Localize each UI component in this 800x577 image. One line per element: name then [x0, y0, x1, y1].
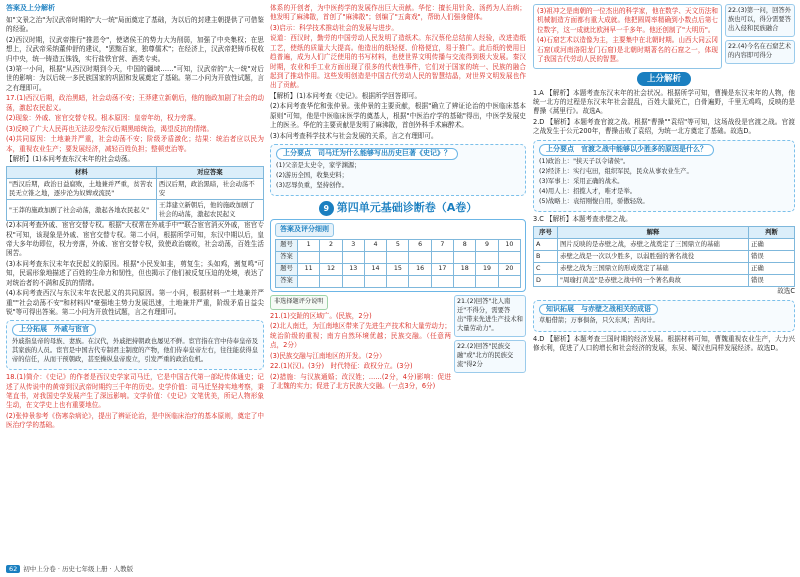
grid-cell: 答案 [276, 252, 298, 264]
table-cell: "西汉后期，政治日益腐败，土地兼并严重，贫苦农民无立锥之地，逐步沦为奴婢或流民" [7, 178, 157, 199]
tip-text: 外戚指皇帝的母族、妻族。在汉代，外戚把持朝政也屡见不鲜。宦官指在宫中侍奉皇帝及其家族的人员。宦官是中国古代专制君主制度的产物，他们侍奉皇帝左右，往往能获得皇帝的信任，从而干预朝政，甚至操纵皇帝废立，引发严重的政治危机。 [12, 338, 258, 364]
answer-grid [275, 239, 521, 288]
tip-item: (3)忍辱负重，坚持创作。 [276, 182, 348, 190]
grid-cell: 3 [342, 240, 364, 252]
grid-cell: 17 [431, 264, 453, 276]
table-cell: 正确 [749, 262, 795, 274]
tip-item: (2)游历全国，收集史料； [276, 172, 348, 180]
table-cell: A [534, 238, 558, 250]
table-row [7, 178, 264, 199]
unit-title [270, 200, 526, 216]
tip-item: (5)战略上：袁绍刚愎自用，骄傲轻敌。 [539, 198, 649, 206]
paragraph: 说道：西汉时，勤劳的中国劳动人民发明了造纸术。东汉蔡伦总结前人经验，改进造纸工艺，使纸的质量大大提高。他造出的纸轻便、价格便宜，易于推广。此后纸的使用日趋普遍，成为人们广泛使用的书写材料，也使世界文明传播与交流得到极大发展。秦汉时期，农业和手工业方面出现了很多的代表性事件，它们对于国家的统一、民族的融合起到了推动作用。这些发明创造是中国古代劳动人民的智慧结晶，对世界文明发展也作出了贡献。 [270, 34, 526, 90]
answer-grid-box [270, 219, 526, 292]
tip-title: 上分要点 司马迁为什么能够写出历史巨著《史记》？ [276, 148, 458, 160]
table-cell: B [534, 250, 558, 262]
analysis-3: 3.C 【解析】本题考查赤壁之战。 [533, 215, 632, 224]
paragraph: 体系的开创者，为中医药学的发展作出巨大贡献。华佗：擅长用针灸、汤药为人治病；他发明了麻沸散，首创了"麻沸散"；创编了"五禽戏"，帮助人们强身健体。 [270, 4, 526, 22]
answer-22-1: 22.(1)(汉)。(3分) 时代特征：政权分立。(3分) [270, 362, 413, 371]
top-area [533, 4, 795, 69]
paragraph: (3)本问考查科学技术与社会发展的关系，言之有理即可。 [270, 131, 438, 140]
grid-cell: 6 [409, 240, 431, 252]
table-header: 对应答案 [156, 166, 263, 178]
table-cell: 西汉后期，政治黑暗，社会动荡不安 [156, 178, 263, 199]
grid-cell: 15 [387, 264, 409, 276]
grid-cell: 11 [298, 264, 320, 276]
scoring-label: 非选择题评分说明 [270, 295, 328, 310]
analysis-4: 4.D 【解析】本题考查三国时期的经济发展。根据材料可知，曹魏重视农业生产，大力兴修水利，促进了人口的增长和社会经济的发展，东吴、蜀汉也同样发展经济。故选D。 [533, 334, 795, 352]
grid-cell: 18 [454, 264, 476, 276]
table-row [534, 262, 795, 274]
scoring-note: 22.(4)今名在石窟艺术的内容即可得分 [725, 40, 795, 64]
answer-21-1: 21.(1)交趾的区域广。(民族，2分) [270, 311, 372, 320]
tip-box [6, 320, 264, 370]
answer-17-4: (4)共同原因：土地兼并严重，社会动荡不安；阶级矛盾激化；结果：统治者应以民为本，重视农业生产；要发展经济，减轻百姓负担；整顿吏治等。 [6, 135, 264, 153]
table-row [7, 200, 264, 221]
tip-box [533, 300, 795, 332]
table-header: 序号 [534, 226, 558, 238]
table-cell: 赤壁之战是一次以少胜多，以弱胜强的著名战役 [558, 250, 749, 262]
tip-title: 上分要点 官渡之战中能够以少胜多的原因是什么？ [539, 144, 714, 156]
answer-17-2: (2)现象：外戚、宦官交替专权。根本原因：皇帝年幼，权力旁落。 [6, 114, 200, 123]
grid-cell: 5 [387, 240, 409, 252]
analysis-note: 【解析】(1)本问考查东汉末年的社会动荡。 [6, 155, 135, 164]
grid-cell: 4 [364, 240, 386, 252]
table-cell: 正确 [749, 238, 795, 250]
grid-cell: 2 [320, 240, 342, 252]
table-row [534, 238, 795, 250]
answer-22-2: (2)措施：与汉族通婚；改汉姓；……(2分，4分)影响：促进了北魏的实力；促进了北方民族大交融。(一点3分，6分) [270, 372, 451, 391]
answer-18-1: 18.(1)简介：《史记》的作者是西汉史学家司马迁，它是中国古代第一部纪传体通史；记述了从传说中的黄帝到汉武帝时期约三千年的历史。史学价值：司马迁坚持实地考察，秉笔直书，对我国史学发展产生了深远影响。文学价值：《史记》文笔优美，所记人物形象生动，在文学史上也有重要地位。 [6, 373, 264, 410]
grid-cell: 20 [498, 264, 520, 276]
tip-box [270, 144, 526, 196]
continued-answers [533, 4, 722, 69]
paragraph: (4)本问考查西汉与东汉末年农民起义的共同原因。第一小问，根据材料一"土地兼并严重""社会动荡不安"和材料四"豪强地主势力发展迅速，土地兼并严重，阶级矛盾日益尖锐"等可得出答案。第二小问为开放性试题，言之有理即可。 [6, 289, 264, 316]
paragraph: (2)本问考查外戚、宦官交替专权。根据"大权常在外戚手中""联合宦官消灭外戚，宦官专权"可知，该现象是外戚、宦官交替专权。第二小问，根据所学可知，东汉中期以后，皇帝大多年幼即位，权力旁落，外戚、宦官交替专权，致使政治腐败，社会动荡，百姓生活困苦。 [6, 221, 264, 258]
answer-21-2: (2)北人南迁，为江南地区带来了先进生产技术和大量劳动力；统治阶级的重视；南方自然环境优越；民族交融。（任意两点，2分） [270, 322, 451, 350]
table-cell: 错误 [749, 250, 795, 262]
grid-cell: 8 [454, 240, 476, 252]
column-middle [270, 4, 526, 393]
paragraph: (2)本问考查华佗和张仲景。张仲景的主要贡献，根据"确立了辨证论治的中医临床基本原则"可知，他是中医临床医学的奠基人，根据"中医治疗学的基础"得出，中医学发展史上的医圣。华佗的主要贡献是发明了麻沸散，首创外科手术麻醉术。 [270, 102, 526, 130]
table-cell: "周瑜打黄盖"是赤壁之战中的一个著名典故 [558, 275, 749, 287]
table-cell: 王莽建立新朝后，他的施政加剧了社会的动荡，激起农民起义 [156, 200, 263, 221]
analysis-note: 【解析】(1)本问考查《史记》。根据所学回答即可。 [270, 91, 422, 100]
table-row [276, 240, 521, 252]
tip-title: 上分拓展 外戚与宦官 [12, 324, 96, 336]
analysis-2: 2.D 【解析】本题考查官渡之战。根据"曹操""袁绍"等可知，这场战役是官渡之战。官渡之战发生于公元200年，曹操击败了袁绍，为统一北方奠定了基础。故选D。 [533, 117, 795, 136]
column-left [6, 4, 264, 432]
tip-title: 知识拓展 与赤壁之战相关的成语 [539, 304, 658, 316]
table-cell: 赤壁之战为三国鼎立的形成奠定了基础 [558, 262, 749, 274]
scoring-note: 22.(3)第一问，回答外族也可以，得分需要答出入侵和民族融合 [725, 4, 795, 37]
paragraph: (3)第一小问，根据"从西汉时期到今天，中国的疆域……"可知，汉武帝的"大一统"对后世的影响：为以后统一多民族国家的巩固和发展奠定了基础。第二小问为开放性试题，言之有理即可。 [6, 65, 264, 92]
tip-item: (1)父亲是太史令，家学渊源； [276, 161, 361, 169]
table-row [276, 264, 521, 276]
grid-cell: 12 [320, 264, 342, 276]
table-row [534, 250, 795, 262]
paragraph: (3)启示：科学技术推动社会的发展与进步。 [270, 23, 399, 32]
column-right [533, 4, 795, 354]
paragraph: (3)本问考查东汉末年农民起义的原因。根据"小民发如韭，剪复生；头如鸡，割复鸣"可知，民谣形象地描述了百姓的生命力和韧性，但也揭示了他们被反复压迫的处境，表达了对统治者的不满和反抗的情绪。 [6, 259, 264, 287]
table-cell: 错误 [749, 275, 795, 287]
grid-cell: 答案 [276, 276, 298, 288]
paragraph: (2)西汉时期，汉武帝推行"推恩令"，使诸侯王的势力大为削弱，加强了中央集权；在思想上，汉武帝采纳董仲舒的建议，"罢黜百家，独尊儒术"；在经济上，汉武帝把铸币权收归中央，统一铸造五铢钱，实行盐铁官营、酒类专卖。 [6, 35, 264, 63]
scoring-area [270, 295, 526, 393]
book-title: 初中上分卷 · 历史七年级上册 · 人教版 [23, 564, 134, 573]
table-cell: C [534, 262, 558, 274]
table-cell: D [534, 275, 558, 287]
table-header: 材料 [7, 166, 157, 178]
grid-cell: 1 [298, 240, 320, 252]
grid-cell: 10 [498, 240, 520, 252]
paragraph: (4)石窟艺术以造像为主，主要集中在北朝时期。山西大同云冈石窟(或河南洛阳龙门石窟)是北朝时期著名的石窟之一，体现了我国古代劳动人民的智慧。 [537, 36, 718, 63]
answer-bar: 答案及评分细则 [275, 223, 334, 237]
scoring-side [725, 4, 795, 69]
table-header: 解释 [558, 226, 749, 238]
tip-item: (3)军事上：采用正确的战术。 [539, 177, 624, 185]
grid-cell: 题号 [276, 264, 298, 276]
grid-cell: 9 [476, 240, 498, 252]
table-result: 故选C [777, 287, 795, 296]
grid-cell: 13 [342, 264, 364, 276]
paragraph: 如"文景之治"为汉武帝时期的"大一统"局面奠定了基础，为以后的封建主朝提供了可借鉴的经验。 [6, 15, 264, 34]
grid-cell: 题号 [276, 240, 298, 252]
tip-text: 草船借箭；万事俱备，只欠东风；苦肉计。 [539, 317, 659, 325]
unit-badge: 9 [319, 201, 334, 216]
table-row [276, 252, 521, 264]
page-footer [6, 565, 133, 574]
section-title-text: 上分解析 [637, 72, 691, 86]
answer-21-3: (3)民族交融与江南地区的开发。（2分） [270, 351, 386, 360]
tip-item: (2)经济上：实行屯田，组织军民，民众从事农业生产。 [539, 167, 693, 175]
grid-cell: 16 [409, 264, 431, 276]
page-header: 答案及上分解析 [6, 4, 55, 12]
table-row [276, 276, 521, 288]
table-header: 判断 [749, 226, 795, 238]
tip-item: (4)用人上：招揽人才，唯才是举。 [539, 187, 637, 195]
analysis-1: 1.A 【解析】本题考查东汉末年的社会状况。根据所学可知，曹操是东汉末年的人物，他统一北方的过程是东汉末年社会混乱，百姓大量死亡，白骨遍野，千里无鸡鸣，反映的是曹操《蒿里行》。故选A。 [533, 88, 795, 116]
grid-cell: 19 [476, 264, 498, 276]
table-cell: 图片反映的是赤壁之战，赤壁之战奠定了三国鼎立的基础 [558, 238, 749, 250]
grid-cell: 14 [364, 264, 386, 276]
scoring-note: 22.(2)回答"民族交融"或"北方的民族交流"得2分 [454, 340, 526, 373]
unit-title-text: 第四单元基础诊断卷（A卷） [336, 201, 478, 215]
tip-box [533, 140, 795, 213]
table-cell: "王莽的施政加剧了社会动荡，激起各地农民起义" [7, 200, 157, 221]
scoring-main [270, 295, 451, 393]
scoring-side [454, 295, 526, 393]
answer-17-3: (3)反映了广大人民再也无法忍受东汉后期黑暗统治，渴望反抗的情绪。 [6, 124, 214, 133]
tip-item: (1)政治上："挟天子以令诸侯"。 [539, 157, 630, 165]
scoring-note: 21.(2)回答"北人南迁"不得分，需要答出"带来先进生产技术和大量劳动力"。 [454, 295, 526, 337]
paragraph: (3)祖冲之是南朝的一位杰出的科学家，他在数学、天文历法和机械制造方面都有重大成就。他把圆周率精确到小数点后第七位数字，这一成就比欧洲早一千多年。他还创制了"大明历"。 [537, 7, 718, 34]
page-number: 62 [6, 565, 20, 573]
material-table [6, 166, 264, 221]
answer-17-1: 17.(1)西汉后期，政治黑暗，社会动荡不安；王莽建立新朝后，他的施政加剧了社会的动荡，激起农民起义。 [6, 94, 264, 112]
answer-18-2: (2)张仲景参考《伤寒杂病论》，提出了辨证论治，是中医临床治疗的基本原则，奠定了中医治疗学的基础。 [6, 411, 264, 430]
grid-cell: 7 [431, 240, 453, 252]
judgement-table [533, 226, 795, 287]
section-title [533, 72, 795, 86]
table-row [534, 275, 795, 287]
